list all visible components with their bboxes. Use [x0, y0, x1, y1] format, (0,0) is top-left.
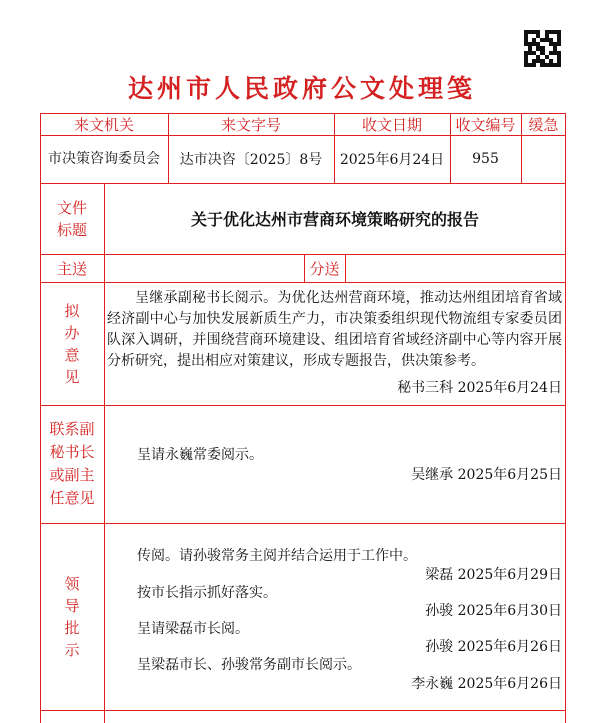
leader-label-char: 领: [64, 574, 80, 593]
doc-number-value: 达市决咨〔2025〕8号: [179, 152, 323, 168]
row-divider: [40, 282, 566, 283]
deputy-label-line: 联系副: [49, 420, 95, 438]
received-date-value: 2025年6月24日: [339, 152, 445, 168]
leader-instruction: 呈请梁磊市长阅。: [137, 621, 249, 637]
send-to-label: 主送: [56, 259, 87, 278]
processing-form-table: [40, 113, 566, 723]
received-date-header: 收文日期: [361, 115, 422, 134]
priority-value: [521, 135, 566, 183]
received-number-value: 955: [472, 151, 499, 167]
cc-to-value: [345, 254, 566, 282]
leader-label-char: 导: [64, 596, 80, 615]
opinion-signature: 秘书三科 2025年6月24日: [397, 380, 562, 396]
leader-label-char: 示: [64, 640, 80, 659]
deputy-label-line: 或副主: [49, 466, 95, 484]
doc-number-header: 来文字号: [220, 115, 281, 134]
leader-instruction: 传阅。请孙骏常务主阅并结合运用于工作中。: [137, 548, 417, 564]
row-divider: [40, 523, 566, 524]
deputy-label-line: 任意见: [49, 489, 95, 507]
leader-instruction: 按市长指示抓好落实。: [137, 585, 277, 601]
leader-signature: 孙骏 2025年6月30日: [425, 603, 562, 619]
doc-title-value: 关于优化达州市营商环境策略研究的报告: [190, 210, 479, 229]
source-org-value: 市决策咨询委员会: [48, 150, 160, 167]
priority-header: 缓急: [528, 115, 559, 134]
opinion-label: [40, 282, 104, 405]
cc-to-label: 分送: [309, 259, 340, 278]
opinion-label-char: 意: [64, 345, 80, 364]
qr-code: [524, 30, 561, 67]
leader-signature: 梁磊 2025年6月29日: [425, 567, 562, 583]
page-title: 达州市人民政府公文处理笺: [127, 74, 476, 103]
opinion-label-char: 见: [64, 367, 80, 386]
doc-title-label: [40, 183, 104, 254]
deputy-signature: 吴继承 2025年6月25日: [411, 467, 562, 483]
row-divider: [40, 710, 566, 711]
leader-label-char: 批: [64, 618, 80, 637]
deputy-text: 呈请永巍常委阅示。: [137, 447, 263, 463]
opinion-label-char: 办: [64, 323, 80, 342]
doc-title-label-line: 文件: [56, 198, 87, 217]
row-divider: [40, 405, 566, 406]
opinion-label-char: 拟: [64, 301, 80, 320]
received-number-header: 收文编号: [455, 115, 516, 134]
deputy-label: [40, 405, 104, 523]
leader-signature: 孙骏 2025年6月26日: [425, 639, 562, 655]
doc-title-label-line: 标题: [56, 220, 87, 239]
opinion-text: 呈继承副秘书长阅示。为优化达州营商环境，推动达州组团培育省域经济副中心与加快发展新质生产力，市决策委组织现代物流组专家委员团队深入调研，并围绕营商环境建设、组团培育省域经济副中心等内容开展分析研究，提出相应对策建议，形成专题报告，供决策参考。: [107, 290, 562, 369]
leader-signature: 李永巍 2025年6月26日: [411, 676, 562, 692]
leader-label: [40, 523, 104, 710]
send-to-value: [104, 254, 304, 282]
deputy-label-line: 秘书长: [49, 443, 95, 461]
leader-instruction: 呈梁磊市长、孙骏常务副市长阅示。: [137, 657, 361, 673]
source-org-header: 来文机关: [73, 115, 134, 134]
